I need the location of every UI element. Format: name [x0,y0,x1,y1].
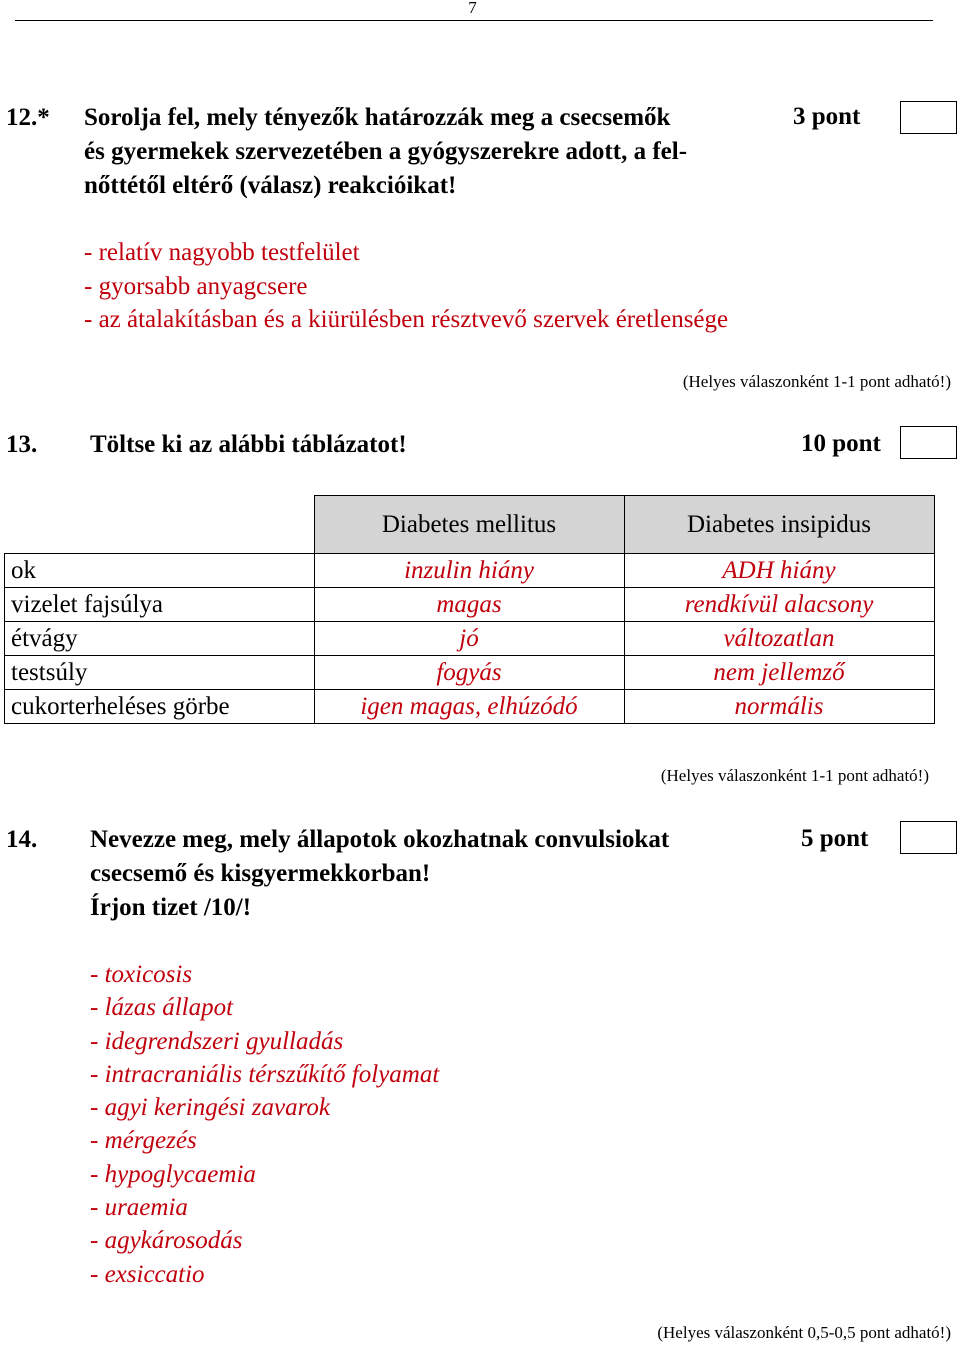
table-row [5,554,935,588]
q12-answer-2: - gyorsabb anyagcsere [84,272,308,300]
q12-score-box[interactable] [900,101,957,134]
q14-line-2: csecsemő és kisgyermekkorban! [90,860,431,887]
di-value: rendkívül alacsony [624,588,934,622]
row-label: vizelet fajsúlya [5,588,315,622]
di-value: változatlan [624,622,934,656]
q12-scoring-note: (Helyes válaszonként 1-1 pont adható!) [682,372,951,391]
q14-number: 14. [6,826,38,853]
q12-points: 3 pont [793,103,861,130]
q14-scoring-note: (Helyes válaszonként 0,5-0,5 pont adható!) [657,1323,951,1342]
q14-answer-6: - mérgezés [90,1127,197,1155]
table-header-row [5,496,935,554]
row-label: cukorterheléses görbe [5,690,315,724]
table-row [5,690,935,724]
q14-line-1: Nevezze meg, mely állapotok okozhatnak convulsiokat [90,826,670,853]
q14-answer-2: - lázas állapot [90,994,234,1022]
page-number: 7 [468,0,477,17]
q13-points: 10 pont [801,430,881,457]
q12-answer-1: - relatív nagyobb testfelület [84,239,360,266]
dm-value: magas [314,588,624,622]
q14-score-box[interactable] [900,821,957,854]
q14-answer-3: - idegrendszeri gyulladás [90,1027,344,1055]
q14-answers [90,958,439,1291]
q14-answer-5: - agyi keringési zavarok [90,1094,330,1122]
dm-value: inzulin hiány [314,554,624,588]
q14-answer-7: - hypoglycaemia [90,1160,256,1188]
q13-number: 13. [6,431,38,458]
q12-number: 12.* [6,104,50,131]
q14-answer-1: - toxicosis [90,961,193,988]
q14-question [90,823,669,925]
q12-line-1: Sorolja fel, mely tényezők határozzák meg a csecsemők [84,104,671,131]
table-row [5,622,935,656]
q14-answer-9: - agykárosodás [90,1227,243,1255]
di-value: normális [624,690,934,724]
q14-answer-4: - intracraniális térszűkítő folyamat [90,1060,440,1088]
row-label: étvágy [5,622,315,656]
q12-answers [84,236,728,337]
q12-question [84,101,687,203]
table-corner-cell [5,496,315,554]
q14-answer-10: - exsiccatio [90,1260,205,1288]
q12-answer-3: - az átalakításban és a kiürülésben résztvevő szervek éretlensége [84,306,729,333]
header-diabetes-mellitus: Diabetes mellitus [314,496,624,554]
q14-line-3: Írjon tizet /10/! [90,894,252,921]
q12-line-3: nőttétől eltérő (válasz) reakcióikat! [84,172,457,199]
q13-title: Töltse ki az alábbi táblázatot! [90,431,407,458]
q13-scoring-note: (Helyes válaszonként 1-1 pont adható!) [660,766,929,785]
header-diabetes-insipidus: Diabetes insipidus [624,496,934,554]
dm-value: jó [314,622,624,656]
q12-line-2: és gyermekek szervezetében a gyógyszerekre adott, a fel- [84,138,688,165]
answer-table [4,495,935,724]
table-row [5,656,935,690]
di-value: nem jellemző [624,656,934,690]
q14-answer-8: - uraemia [90,1194,188,1222]
dm-value: igen magas, elhúzódó [314,690,624,724]
row-label: testsúly [5,656,315,690]
q14-points: 5 pont [801,825,869,852]
dm-value: fogyás [314,656,624,690]
di-value: ADH hiány [624,554,934,588]
row-label: ok [5,554,315,588]
q13-score-box[interactable] [900,426,957,459]
header-rule [15,20,933,21]
table-row [5,588,935,622]
